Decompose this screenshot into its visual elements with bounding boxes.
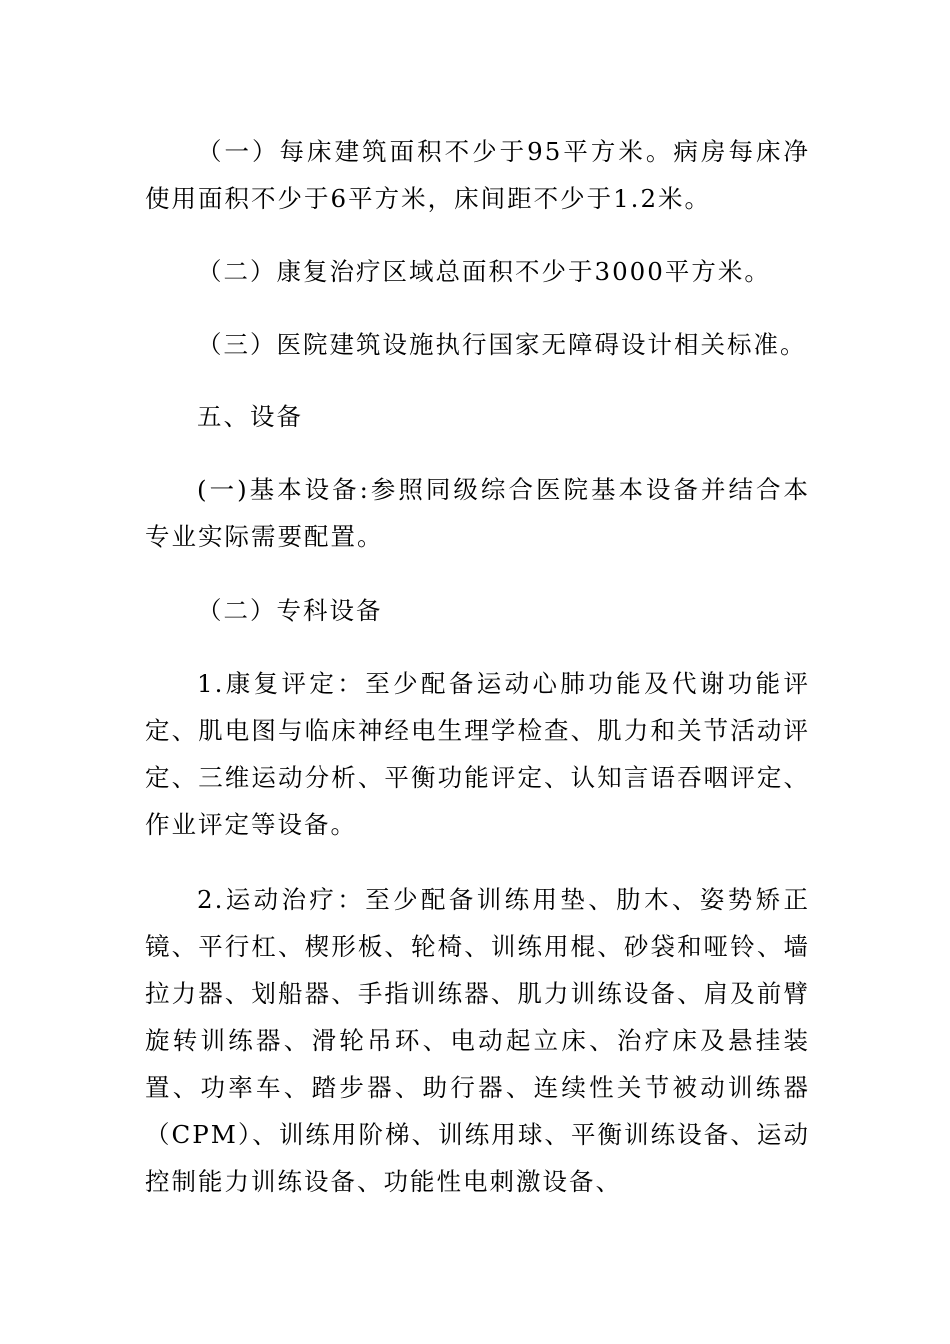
paragraph-basic-equipment: (一)基本设备:参照同级综合医院基本设备并结合本专业实际需要配置。 [145, 475, 810, 551]
paragraph-rehab-area: （二）康复治疗区域总面积不少于3000平方米。 [197, 257, 771, 286]
paragraph-accessibility: （三）医院建筑设施执行国家无障碍设计相关标准。 [197, 330, 807, 359]
paragraph-building-area: （一）每床建筑面积不少于95平方米。病房每床净使用面积不少于6平方米，床间距不少于1.2米。 [145, 137, 810, 213]
paragraph-exercise-therapy: 2.运动治疗：至少配备训练用垫、肋木、姿势矫正镜、平行杠、楔形板、轮椅、训练用棍、砂袋和哑铃、墙拉力器、划船器、手指训练器、肌力训练设备、肩及前臂旋转训练器、滑轮吊环、电动起立床、治疗床及悬挂装置、功率车、踏步器、助行器、连续性关节被动训练器（CPM）、训练用阶梯、训练用球、平衡训练设备、运动控制能力训练设备、功能性电刺激设备、 [145, 885, 810, 1196]
paragraph-rehab-assessment: 1.康复评定：至少配备运动心肺功能及代谢功能评定、肌电图与临床神经电生理学检查、肌力和关节活动评定、三维运动分析、平衡功能评定、认知言语吞咽评定、作业评定等设备。 [145, 669, 810, 839]
subheading-specialty-equipment: （二）专科设备 [197, 596, 383, 625]
section-heading-equipment: 五、设备 [197, 402, 303, 431]
